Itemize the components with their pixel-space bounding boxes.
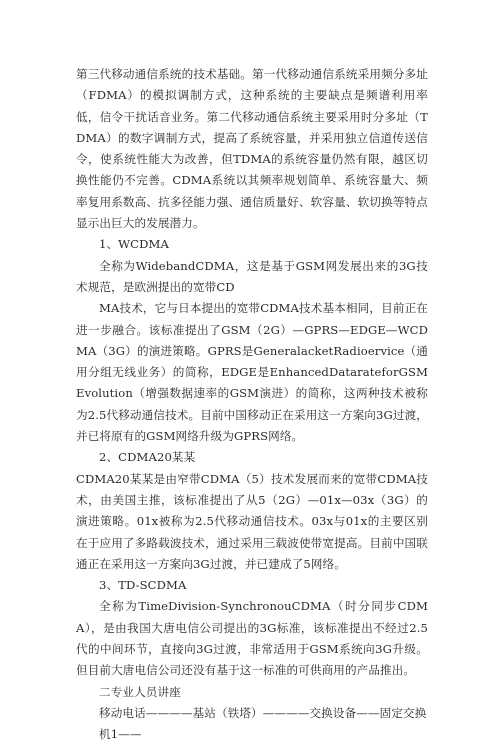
paragraph-generations-overview: 第三代移动通信系统的技术基础。第一代移动通信系统采用频分多址（FDMA）的模拟调制方式，这种系统的主要缺点是频谱利用率低，信令干扰话音业务。第二代移动通信系统主要采用时分多址（TDMA）的数字调制方式，提高了系统容量，并采用独立信道传送信令，使系统性能大为改善，但TDMA的系统容量仍然有限，越区切换性能仍不完善。CDMA系统以其频率规划简单、系统容量大、频率复用系数高、抗多径能力强、通信质量好、软容量、软切换等特点显示出巨大的发展潜力。 [76, 67, 428, 231]
section-heading-lecture: 二专业人员讲座 [99, 684, 181, 699]
network-chain-line: 移动电话————基站（铁塔）————交换设备——固定交换机1—— [99, 705, 427, 742]
document-body [76, 64, 428, 746]
paragraph-wcdma-evolution: MA技术，它与日本提出的宽带CDMA技术基本相同，目前正在进一步融合。该标准提出了GSM（2G）—GPRS—EDGE—WCDMA（3G）的演进策略。GPRS是GeneralacketRadioervice（通用分组无线业务）的简称，EDGE是EnhancedDatarateforGSMEvolution（增强数据速率的GSM演进）的简称，这两种技术被称为2.5代移动通信技术。目前中国移动正在采用这一方案向3G过渡，并已将原有的GSM网络升级为GPRS网络。 [76, 301, 428, 444]
section-heading-td-scdma: 3、TD-SCDMA [99, 578, 187, 593]
paragraph-cdma2000: CDMA20某某是由窄带CDMA（5）技术发展而来的宽带CDMA技术，由美国主推，该标准提出了从5（2G）—01x—03x（3G）的演进策略。01x被称为2.5代移动通信技术。03x与01x的主要区别在于应用了多路载波技术，通过采用三载波使带宽提高。目前中国联通正在采用这一方案向3G过渡，并已建成了5网络。 [76, 471, 428, 571]
section-heading-wcdma: 1、WCDMA [99, 237, 169, 252]
paragraph-wcdma-definition: 全称为WidebandCDMA，这是基于GSM网发展出来的3G技术规范，是欧洲提出的宽带CD [76, 258, 428, 294]
section-heading-cdma2000: 2、CDMA20某某 [99, 450, 196, 465]
paragraph-td-scdma: 全称为TimeDivision-SynchronouCDMA（时分同步CDMA），是由我国大唐电信公司提出的3G标准，该标准提出不经过2.5代的中间环节，直接向3G过渡，非常适用于GSM系统向3G升级。但目前大唐电信公司还没有基于这一标准的可供商用的产品推出。 [76, 599, 428, 678]
